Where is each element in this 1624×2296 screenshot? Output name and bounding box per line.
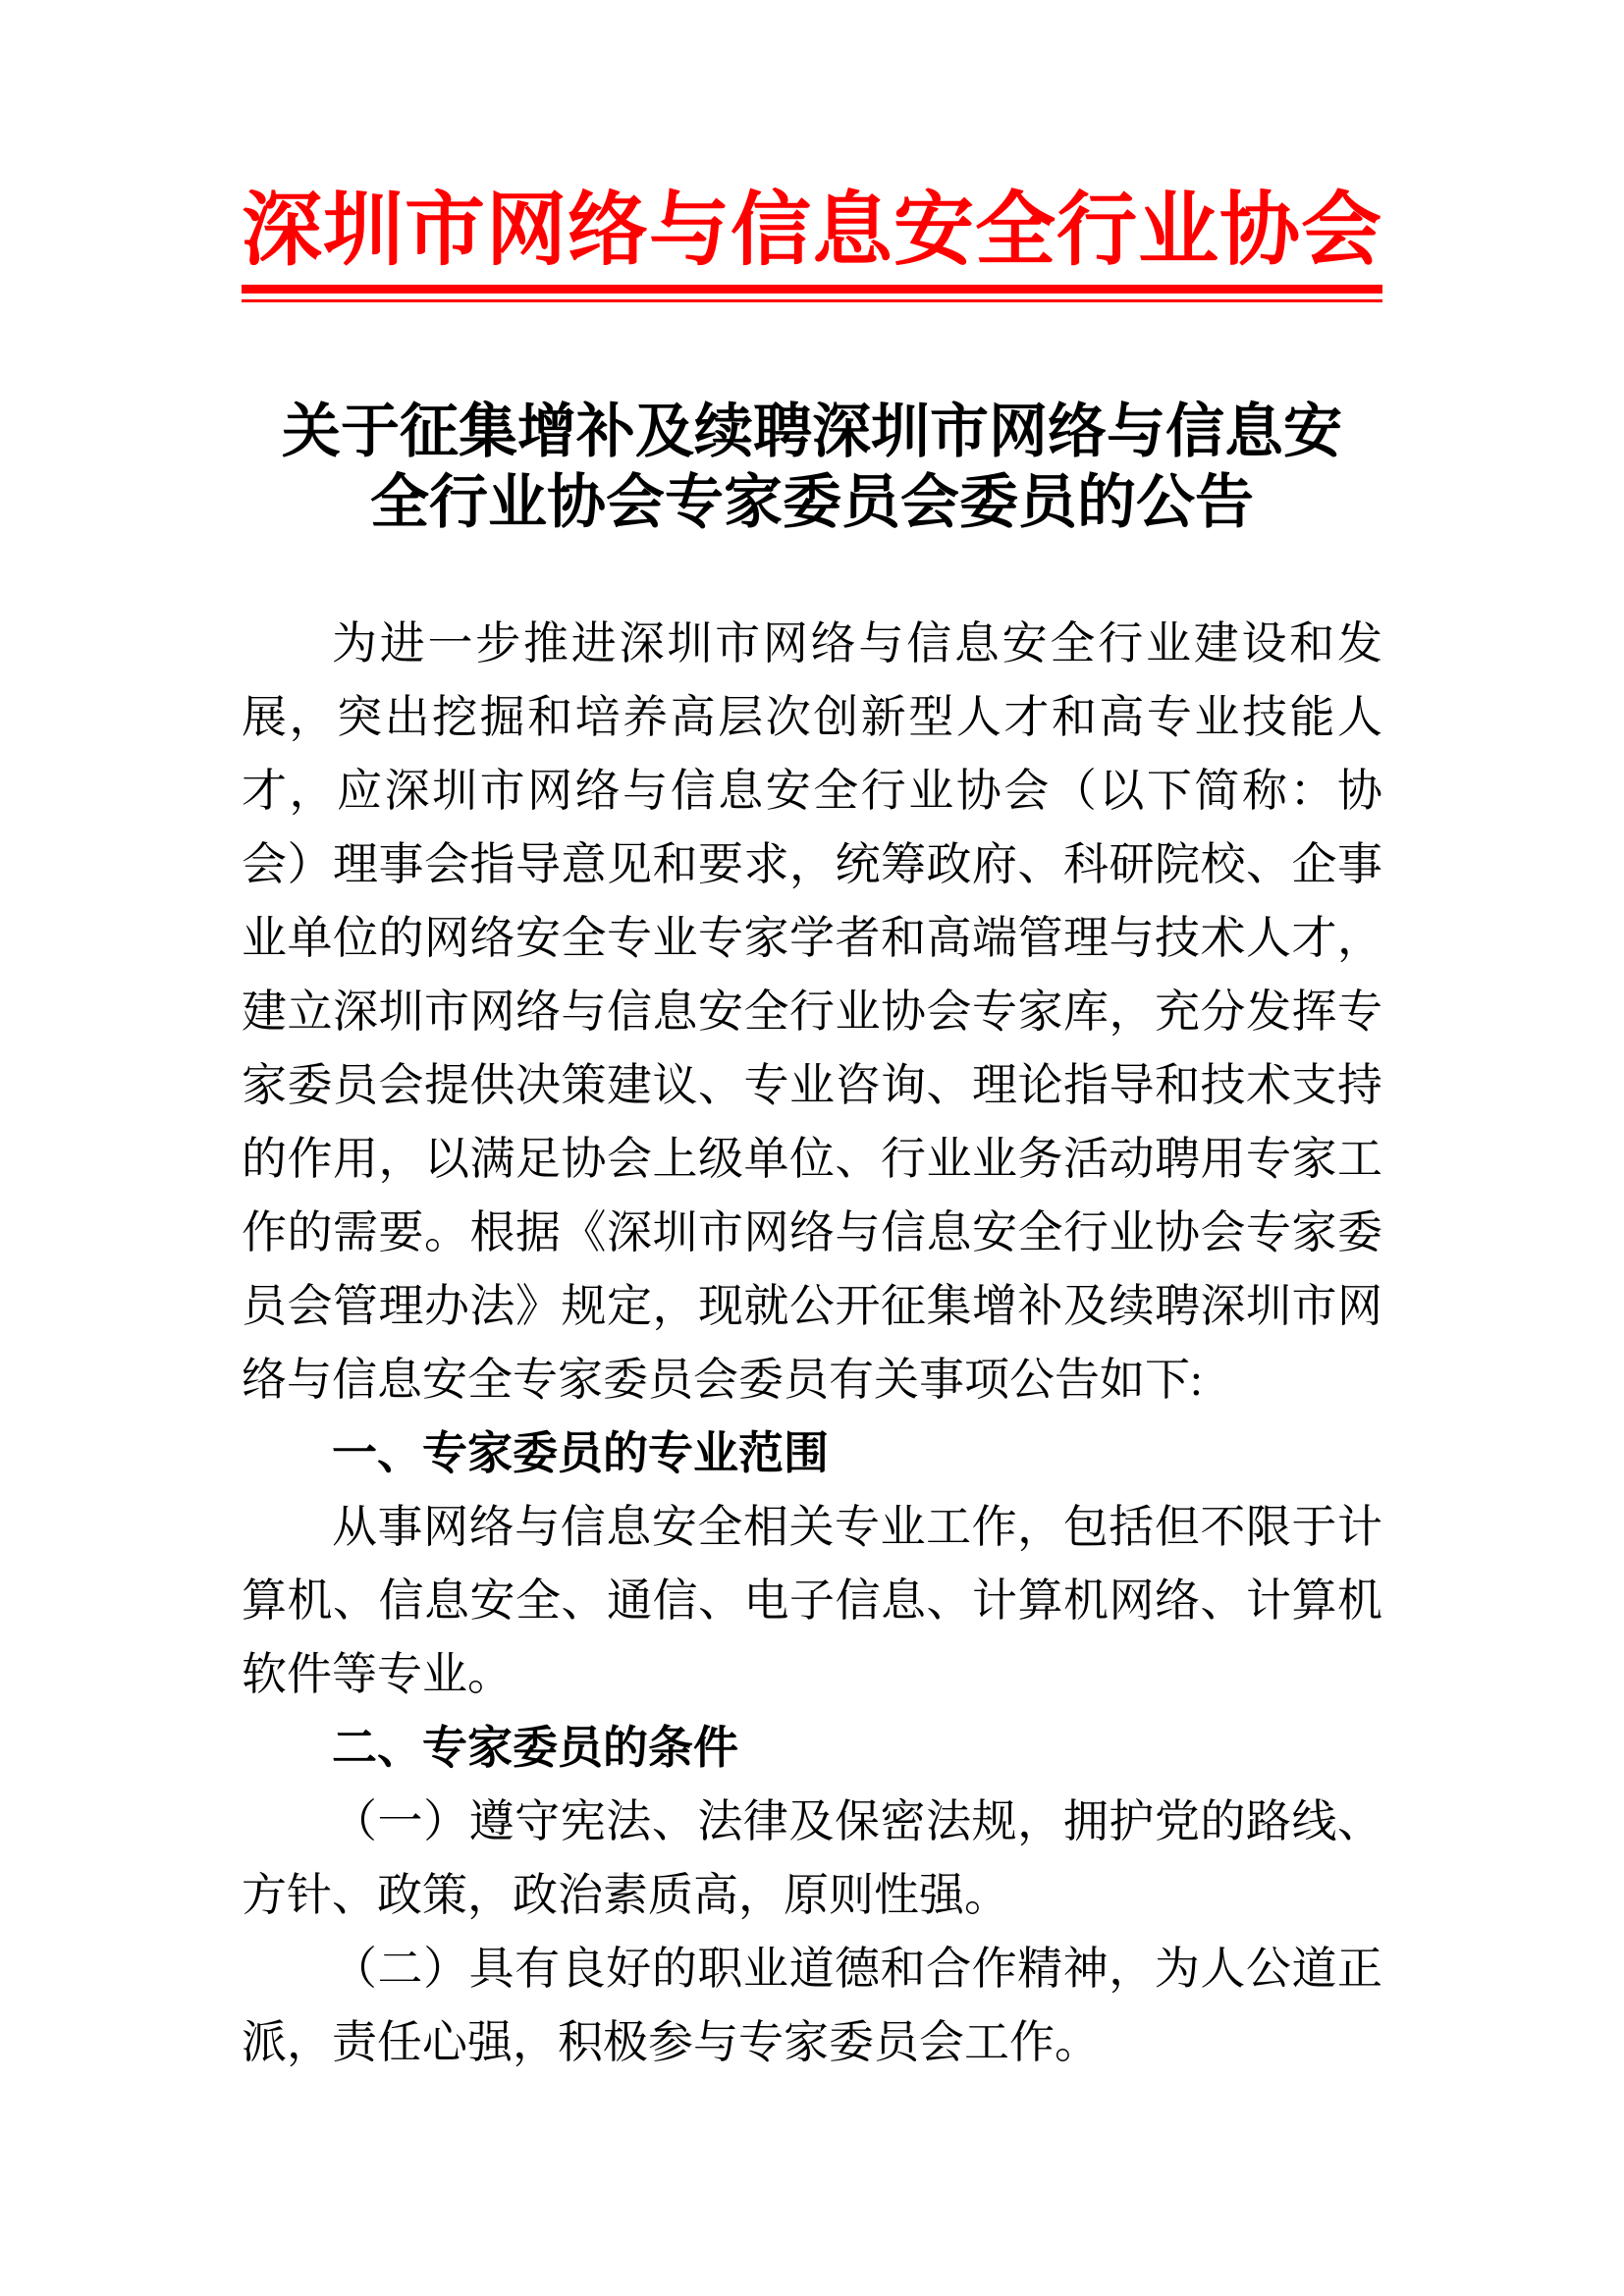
section-heading-member-conditions: 二、专家委员的条件 xyxy=(332,1722,738,1773)
document-body xyxy=(242,607,1382,2079)
document-title xyxy=(242,397,1382,538)
red-divider-thick-line xyxy=(242,285,1382,294)
red-divider-thin-line xyxy=(242,299,1382,302)
paragraph-intro: 为进一步推进深圳市网络与信息安全行业建设和发展，突出挖掘和培养高层次创新型人才和高专业技能人才，应深圳市网络与信息安全行业协会（以下简称：协会）理事会指导意见和要求，统筹政府、科研院校、企事业单位的网络安全专业专家学者和高端管理与技术人才，建立深圳市网络与信息安全行业协会专家库，充分发挥专家委员会提供决策建议、专业咨询、理论指导和技术支持的作用，以满足协会上级单位、行业业务活动聘用专家工作的需要。根据《深圳市网络与信息安全行业协会专家委员会管理办法》规定，现就公开征集增补及续聘深圳市网络与信息安全专家委员会委员有关事项公告如下: xyxy=(242,618,1382,1405)
document-title-line-1: 关于征集增补及续聘深圳市网络与信息安 xyxy=(282,400,1342,464)
red-divider xyxy=(242,285,1382,302)
paragraph-condition-2: （二）具有良好的职业道德和合作精神，为人公道正派，责任心强，积极参与专家委员会工作。 xyxy=(242,1944,1382,2067)
paragraph-professional-scope: 从事网络与信息安全相关专业工作，包括但不限于计算机、信息安全、通信、电子信息、计算机网络、计算机软件等专业。 xyxy=(242,1502,1382,1699)
section-heading-professional-scope: 一、专家委员的专业范围 xyxy=(332,1427,829,1478)
document-title-line-2: 全行业协会专家委员会委员的公告 xyxy=(370,470,1254,535)
org-header xyxy=(242,188,1382,302)
paragraph-condition-1: （一）遵守宪法、法律及保密法规，拥护党的路线、方针、政策，政治素质高，原则性强。 xyxy=(242,1796,1382,1920)
org-name: 深圳市网络与信息安全行业协会 xyxy=(242,186,1383,275)
